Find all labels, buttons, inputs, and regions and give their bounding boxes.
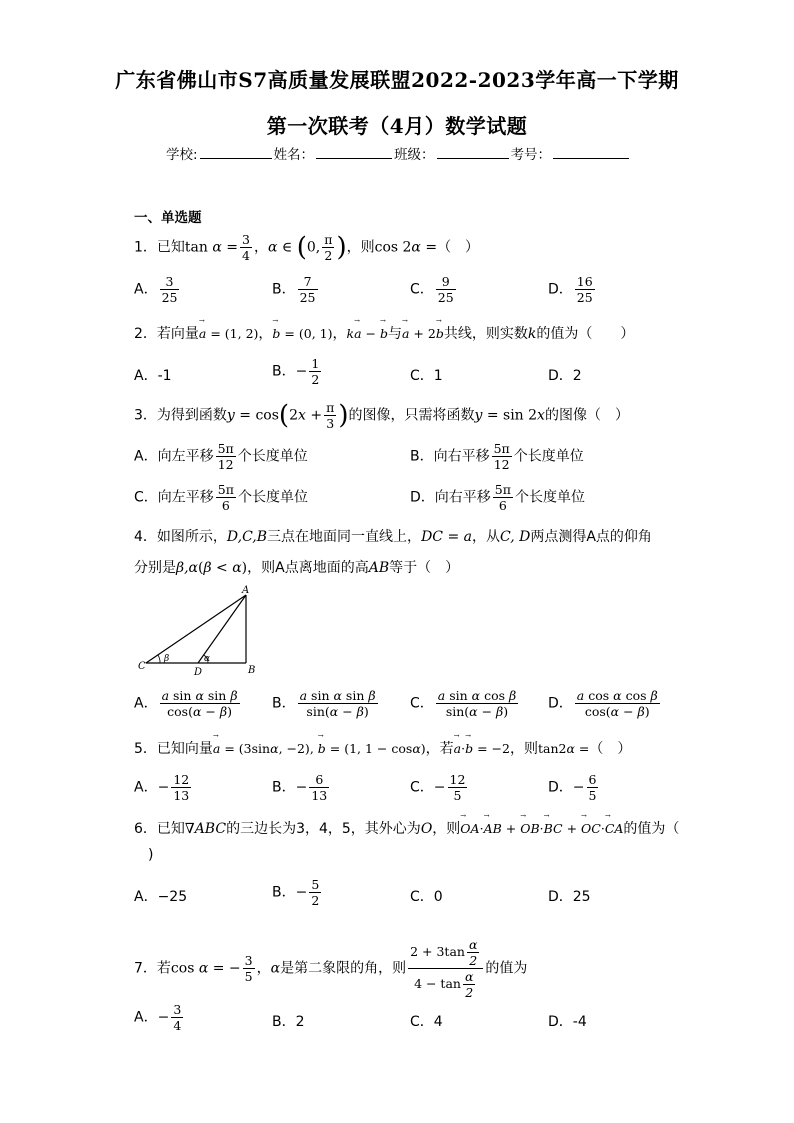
q1-option-a[interactable] [134, 274, 181, 305]
q5-option-b[interactable]: B．− $\frac{6}{13}$ [272, 772, 328, 803]
q3-c-label: C．向左平移 [134, 489, 214, 506]
question-4-line2: 分别是β,α(β < α)，则A点离地面的高AB等于（ ） [134, 560, 460, 576]
q2-option-d[interactable]: D．2 [548, 368, 582, 384]
q2-tail: 共线，则实数 [443, 326, 528, 342]
exam-title-line2: 第一次联考（4月）数学试题 [266, 114, 528, 138]
exam-title-line1: 广东省佛山市S7高质量发展联盟2022-2023学年高一下学期 [115, 68, 679, 92]
q6-tail: 的值为（ [623, 821, 680, 837]
label-beta: β [164, 654, 170, 664]
q3-b-unit: 个长度单位 [513, 448, 584, 465]
q5-text: 5．已知向量 [134, 741, 213, 757]
name-label: 姓名： [273, 147, 315, 163]
q5-c-label: C． [410, 779, 434, 796]
q1-b-den: 25 [299, 290, 316, 305]
q7-option-d[interactable]: D．-4 [548, 1014, 587, 1030]
q7-option-a[interactable]: A．− $\frac{3}{4}$ [134, 1002, 182, 1033]
q6-mid: 的三边长为3，4，5，其外心为 [226, 821, 421, 837]
label-c: C [138, 661, 146, 672]
school-blank[interactable] [200, 146, 272, 159]
q3-text: 3．为得到函数 [134, 407, 227, 424]
q7-text: 7．若 [134, 960, 171, 977]
label-d: D [194, 667, 203, 677]
q1-c-den: 25 [437, 290, 454, 305]
q3-c-unit: 个长度单位 [237, 489, 308, 506]
q6-line2: ) [148, 847, 154, 863]
q2-option-b[interactable]: B．− $\frac{1}{2}$ [272, 356, 320, 387]
question-7: 7．若cos α = − $\frac{3}{5}$ ，α是第二象限的角，则 2 + 3tan $\frac{\alpha}{2}$ 4 − tan $\frac{\alpha}{2}$ 的值为 [134, 937, 528, 1000]
q1-a-den: 25 [161, 290, 178, 305]
q4-text-c: ，从 [471, 529, 500, 545]
q4-text-g: 等于（ ） [389, 560, 460, 576]
q6-text: 6．已知 [134, 821, 185, 837]
question-2: 2．若向量→ a = (1, 2)，→ b = (0, 1)，k→ a − → b与→ a + 2→ b共线，则实数k的值为（ ） [134, 323, 634, 343]
q2-sep1: ， [258, 326, 273, 342]
q5-a-label: A． [134, 779, 158, 796]
q1-d-den: 25 [576, 290, 593, 305]
q1-paren: （ ） [437, 239, 480, 256]
q1-a-label: A． [134, 281, 158, 298]
q1-b-num: 7 [303, 274, 312, 289]
q3-option-c[interactable]: C．向左平移 $\frac{5\pi}{6}$ 个长度单位 [134, 482, 308, 513]
q6-option-a[interactable]: A．−25 [134, 889, 188, 905]
q1-option-d[interactable] [548, 274, 597, 305]
q5-mid: ，若 [425, 741, 454, 757]
name-blank[interactable] [316, 146, 392, 159]
q1-text: 1．已知 [134, 239, 185, 256]
q6-option-c[interactable]: C．0 [410, 889, 443, 905]
question-4-line1: 4．如图所示，D,C,B三点在地面同一直线上，DC = a，从C, D两点测得A点的仰角 [134, 529, 652, 545]
q4-text-a: 4．如图所示， [134, 529, 227, 545]
q5-b-label: B． [272, 779, 296, 796]
q4-text-f: ，则A点离地面的高 [247, 560, 369, 576]
q5-option-a[interactable]: A．− $\frac{12}{13}$ [134, 772, 190, 803]
q3-a-unit: 个长度单位 [237, 448, 308, 465]
q1-c-label: C． [410, 281, 434, 298]
q7-a-label: A． [134, 1009, 158, 1026]
q3-option-b[interactable]: B．向右平移 $\frac{5\pi}{12}$ 个长度单位 [410, 441, 584, 472]
question-3: 3．为得到函数y = cos(2x + $\frac{\pi}{3}$ )的图像，只需将函数y = sin 2x的图像（ ） [134, 400, 629, 431]
label-a: A [242, 585, 250, 596]
q4-text-d: 两点测得A点的仰角 [530, 529, 652, 545]
q3-option-d[interactable]: D．向右平移 $\frac{5\pi}{6}$ 个长度单位 [410, 482, 585, 513]
beta-arc [158, 655, 160, 663]
school-label: 学校: [166, 147, 198, 163]
question-6: 6．已知∇ABC的三边长为3，4，5，其外心为O，则→ OA·→ AB + → OB·→ BC + → OC·→ CA的值为（ [134, 818, 679, 838]
q7-tail: 的值为 [485, 960, 528, 977]
q5-option-d[interactable]: D．− $\frac{6}{5}$ [548, 772, 597, 803]
student-info-line [166, 143, 631, 163]
q1-then: ，则 [346, 239, 375, 256]
q1-option-c[interactable] [410, 274, 458, 305]
class-label: 班级： [394, 147, 435, 163]
question-1: 1．已知tan α = $\frac{3}{4}$ ，α ∈ (0, $\frac{\pi}{2}$ )，则cos 2α =（ ） [134, 232, 480, 263]
q1-d-num: 16 [576, 274, 593, 289]
section-heading: 一、单选题 [134, 210, 202, 226]
q3-tail: 的图像（ ） [544, 407, 629, 424]
q1-b-label: B． [272, 281, 296, 298]
q4-text-e: 分别是 [134, 560, 176, 576]
line-ca [146, 595, 246, 663]
q4-option-b[interactable]: B． $\frac{\text{a sin α sin β}}{\sin(\alpha - \beta)}$ [272, 688, 376, 719]
question-5: 5．已知向量→ a = (3sinα, −2), → b = (1, 1 − cosα)，若→ a·→ b = −2，则tan2α =（ ） [134, 738, 631, 758]
class-blank[interactable] [437, 146, 509, 159]
q1-d-label: D． [548, 281, 573, 298]
q7-mid2: 是第二象限的角，则 [280, 960, 407, 977]
q3-d-unit: 个长度单位 [514, 489, 585, 506]
label-b: B [248, 665, 256, 676]
q6-option-d[interactable]: D．25 [548, 889, 591, 905]
q2-sep2: ， [332, 326, 347, 342]
q7-option-b[interactable]: B．2 [272, 1014, 305, 1030]
q4-option-c[interactable]: C． $\frac{\text{a sin α cos β}}{\sin(\alpha - \beta)}$ [410, 688, 517, 719]
label-alpha: α [204, 654, 211, 664]
q4-option-a[interactable]: A． $\frac{\text{a sin α sin β}}{\cos(\alpha - \beta)}$ [134, 688, 238, 719]
q5-option-c[interactable]: C．− $\frac{12}{5}$ [410, 772, 466, 803]
q1-c-num: 9 [441, 274, 450, 289]
q1-option-b[interactable] [272, 274, 320, 305]
q3-b-label: B．向右平移 [410, 448, 490, 465]
q3-a-label: A．向左平移 [134, 448, 214, 465]
q7-option-c[interactable]: C．4 [410, 1014, 443, 1030]
q2-option-a[interactable]: A．-1 [134, 368, 172, 384]
q6-b-label: B． [272, 884, 296, 901]
q2-b-label: B． [272, 363, 296, 380]
q5-tail2: （ ） [589, 741, 632, 757]
q3-option-a[interactable]: A．向左平移 $\frac{5\pi}{12}$ 个长度单位 [134, 441, 308, 472]
q4-text-b: 三点在地面同一直线上， [267, 529, 422, 545]
q4-option-d[interactable]: D． $\frac{\text{a cos α cos β}}{\cos(\alpha - \beta)}$ [548, 688, 658, 719]
q3-d-label: D．向右平移 [410, 489, 491, 506]
q3-mid: 的图像，只需将函数 [348, 407, 475, 424]
q6-mid2: ，则 [432, 821, 461, 837]
exam-no-blank[interactable] [553, 146, 629, 159]
q2-and: 与 [387, 326, 402, 342]
q5-d-label: D． [548, 779, 573, 796]
q1-a-num: 3 [165, 274, 174, 289]
q6-option-b[interactable]: B．− $\frac{5}{2}$ [272, 877, 320, 908]
q4-triangle-figure [136, 585, 266, 677]
q2-option-c[interactable]: C．1 [410, 368, 443, 384]
line-da [198, 595, 246, 663]
q1-comma: ， [253, 239, 268, 256]
q7-mid: ， [256, 960, 271, 977]
q2-tail2: 的值为（ ） [536, 326, 635, 342]
exam-no-label: 考号： [510, 147, 552, 163]
q2-text: 2．若向量 [134, 326, 199, 342]
q5-tail: ，则 [509, 741, 538, 757]
